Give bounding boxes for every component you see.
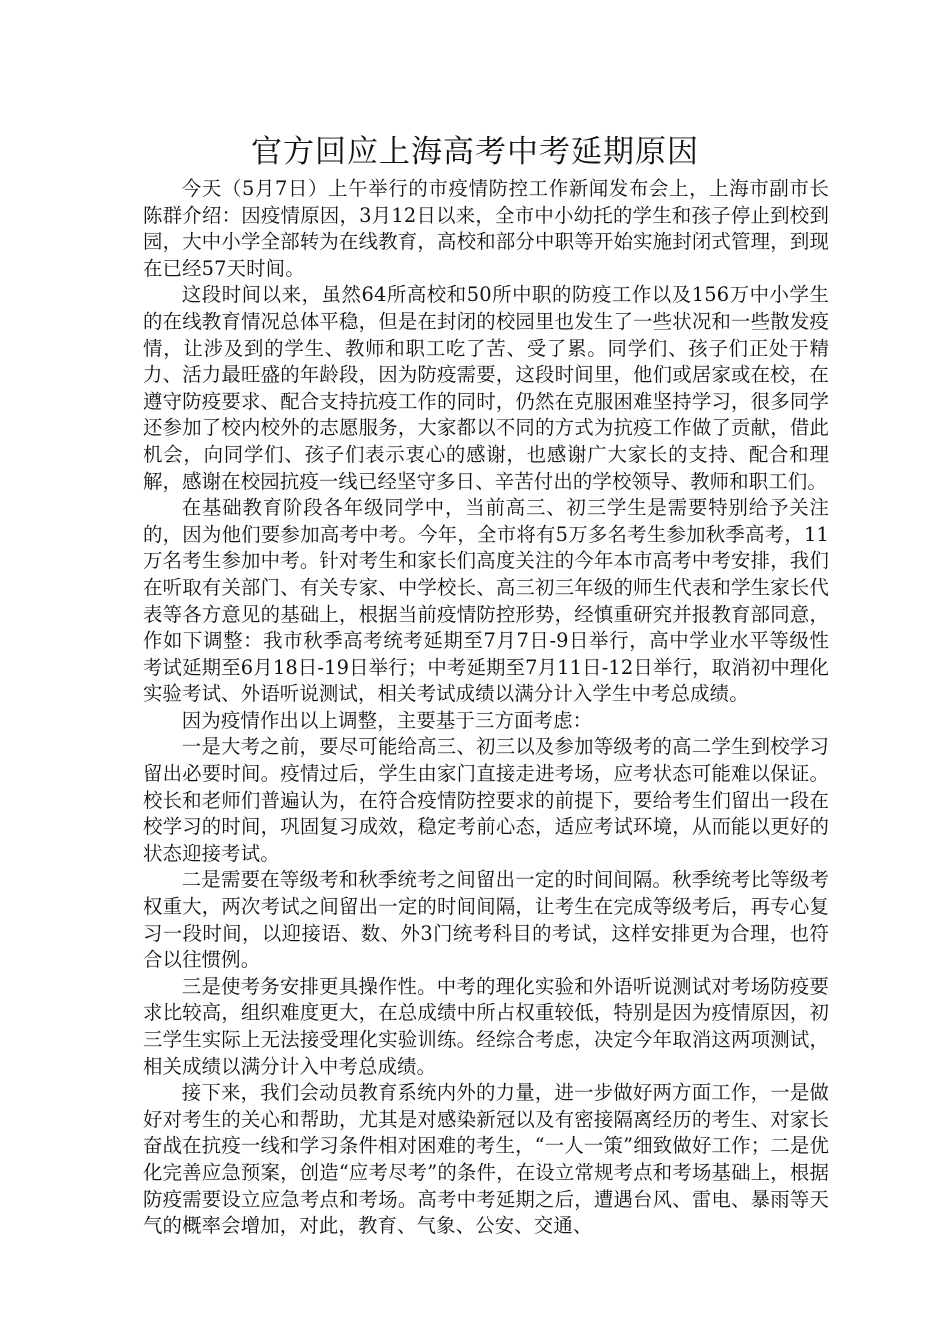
paragraph-5: 一是大考之前，要尽可能给高三、初三以及参加等级考的高二学生到校学习留出必要时间。疫情过后，学生由家门直接走进考场，应考状态可能难以保证。校长和老师们普遍认为，在符合疫情防控要求的前提下，要给考生们留出一段在校学习的时间，巩固复习成效，稳定考前心态，适应考试环境，从而能以更好的状态迎接考试。 [143,735,829,865]
paragraph-6: 二是需要在等级考和秋季统考之间留出一定的时间间隔。秋季统考比等级考权重大，两次考试之间留出一定的时间间隔，让考生在完成等级考后，再专心复习一段时间，以迎接语、数、外3门统考科目的考试，这样安排更为合理，也符合以往惯例。 [143,868,829,972]
paragraph-1: 今天（5月7日）上午举行的市疫情防控工作新闻发布会上，上海市副市长陈群介绍：因疫情原因，3月12日以来，全市中小幼托的学生和孩子停止到校到园，大中小学全部转为在线教育，高校和部分中职等开始实施封闭式管理，到现在已经57天时间。 [143,177,829,280]
paragraph-4: 因为疫情作出以上调整，主要基于三方面考虑： [181,708,593,732]
paragraph-2: 这段时间以来，虽然64所高校和50所中职的防疫工作以及156万中小学生的在线教育情况总体平稳，但是在封闭的校园里也发生了一些状况和一些散发疫情，让涉及到的学生、教师和职工吃了苦、受了累。同学们、孩子们正处于精力、活力最旺盛的年龄段，因为防疫需要，这段时间里，他们或居家或在校，在遵守防疫要求、配合支持抗疫工作的同时，仍然在克服困难坚持学习，很多同学还参加了校内校外的志愿服务，大家都以不同的方式为抗疫工作做了贡献，借此机会，向同学们、孩子们表示衷心的感谢，也感谢广大家长的支持、配合和理解，感谢在校园抗疫一线已经坚守多日、辛苦付出的学校领导、教师和职工们。 [143,283,829,493]
paragraph-7: 三是使考务安排更具操作性。中考的理化实验和外语听说测试对考场防疫要求比较高，组织难度更大，在总成绩中所占权重较低，特别是因为疫情原因，初三学生实际上无法接受理化实验训练。经综合考虑，决定今年取消这两项测试，相关成绩以满分计入中考总成绩。 [143,974,829,1078]
paragraph-3: 在基础教育阶段各年级同学中，当前高三、初三学生是需要特别给予关注的，因为他们要参加高考中考。今年，全市将有5万多名考生参加秋季高考，11万名考生参加中考。针对考生和家长们高度关注的今年本市高考中考安排，我们在听取有关部门、有关专家、中学校长、高三初三年级的师生代表和学生家长代表等各方意见的基础上，根据当前疫情防控形势，经慎重研究并报教育部同意，作如下调整：我市秋季高考统考延期至7月7日-9日举行，高中学业水平等级性考试延期至6月18日-19日举行；中考延期至7月11日-12日举行，取消初中理化实验考试、外语听说测试，相关考试成绩以满分计入学生中考总成绩。 [143,496,829,706]
document-title: 官方回应上海高考中考延期原因 [251,134,699,170]
paragraph-8: 接下来，我们会动员教育系统内外的力量，进一步做好两方面工作，一是做好对考生的关心和帮助，尤其是对感染新冠以及有密接隔离经历的考生、对家长奋战在抗疫一线和学习条件相对困难的考生，“一人一策”细致做好工作；二是优化完善应急预案，创造“应考尽考”的条件，在设立常规考点和考场基础上，根据防疫需要设立应急考点和考场。高考中考延期之后，遭遇台风、雷电、暴雨等天气的概率会增加，对此，教育、气象、公安、交通、 [143,1081,829,1238]
document-body [143,176,829,1240]
